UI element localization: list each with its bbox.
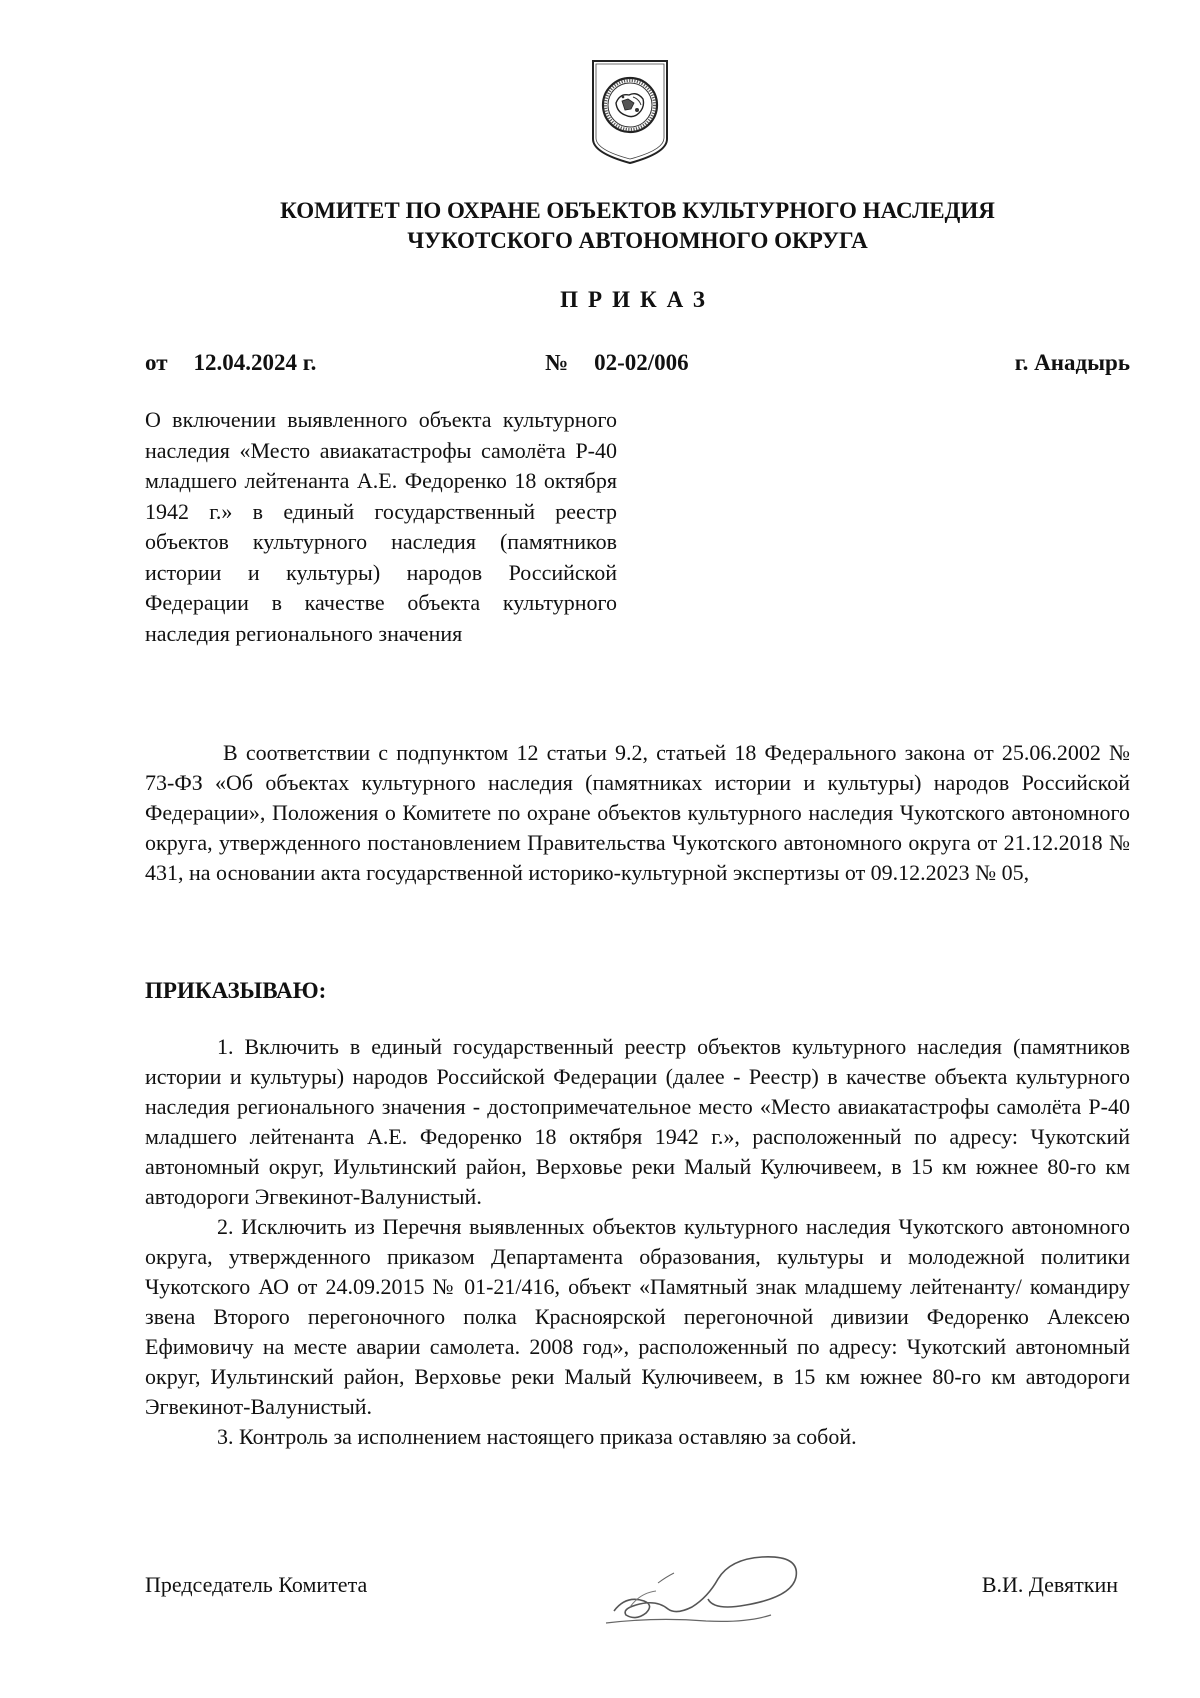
number-value: 02-02/006 (594, 350, 689, 375)
order-point-3: 3. Контроль за исполнением настоящего приказа оставляю за собой. (217, 1424, 857, 1449)
document-date (145, 350, 316, 376)
signature-row (145, 1572, 1130, 1612)
date-value: 12.04.2024 г. (193, 350, 317, 375)
date-prefix: от (145, 350, 168, 375)
document-place: г. Анадырь (1014, 350, 1130, 375)
order-point-1: 1. Включить в единый государственный реестр объектов культурного наследия (памятников истории и культуры) народов Российской Федерации (далее - Реестр) в качестве объекта культурного наследия регионального значения - достопримечательное место «Место авиакатастрофы самолёта Р-40 младшего лейтенанта А.Е. Федоренко 18 октября 1942 г.», расположенный по адресу: Чукотский автономный округ, Иультинский район, Верховье реки Малый Кулючивеем, в 15 км южнее 80-го км автодороги Эгвекинот-Валунистый. (145, 1034, 1130, 1209)
organization-name-line1: КОМИТЕТ ПО ОХРАНЕ ОБЪЕКТОВ КУЛЬТУРНОГО НАСЛЕДИЯ (280, 198, 995, 223)
coat-of-arms-icon (587, 55, 673, 167)
document-meta-row (145, 350, 1130, 382)
document-number (545, 350, 689, 376)
document-preamble: В соответствии с подпунктом 12 статьи 9.2, статьей 18 Федерального закона от 25.06.2002 № 73-ФЗ «Об объектах культурного наследия (памятниках истории и культуры) народов Российской Федерации», Положения о Комитете по охране объектов культурного наследия Чукотского автономного округа, утвержденного постановлением Правительства Чукотского автономного округа от 21.12.2018 № 431, на основании акта государственной историко-культурной экспертизы от 09.12.2023 № 05, (145, 740, 1130, 885)
number-prefix: № (545, 350, 569, 375)
signer-position: Председатель Комитета (145, 1572, 368, 1597)
order-points (145, 1032, 1130, 1452)
order-point-2: 2. Исключить из Перечня выявленных объектов культурного наследия Чукотского автономного округа, утвержденного приказом Департамента образования, культуры и молодежной политики Чукотского АО от 24.09.2015 № 01-21/416, объект «Памятный знак младшему лейтенанту/ командиру звена Второго перегоночного полка Красноярской перегоночной дивизии Федоренко Алексею Ефимовичу на месте аварии самолета. 2008 год», расположенный по адресу: Чукотский автономный округ, Иультинский район, Верховье реки Малый Кулючивеем, в 15 км южнее 80-го км автодороги Эгвекинот-Валунистый. (145, 1214, 1130, 1419)
document-type-title: ПРИКАЗ (560, 287, 715, 312)
organization-header (145, 196, 1130, 256)
document-subject: О включении выявленного объекта культурного наследия «Место авиакатастрофы самолёта Р-40 младшего лейтенанта А.Е. Федоренко 18 октября 1942 г.» в единый государственный реестр объектов культурного наследия (памятников истории и культуры) народов Российской Федерации в качестве объекта культурного наследия регионального значения (145, 407, 617, 646)
signer-name: В.И. Девяткин (981, 1572, 1118, 1597)
organization-name-line2: ЧУКОТСКОГО АВТОНОМНОГО ОКРУГА (407, 228, 868, 253)
order-word: ПРИКАЗЫВАЮ: (145, 978, 327, 1003)
